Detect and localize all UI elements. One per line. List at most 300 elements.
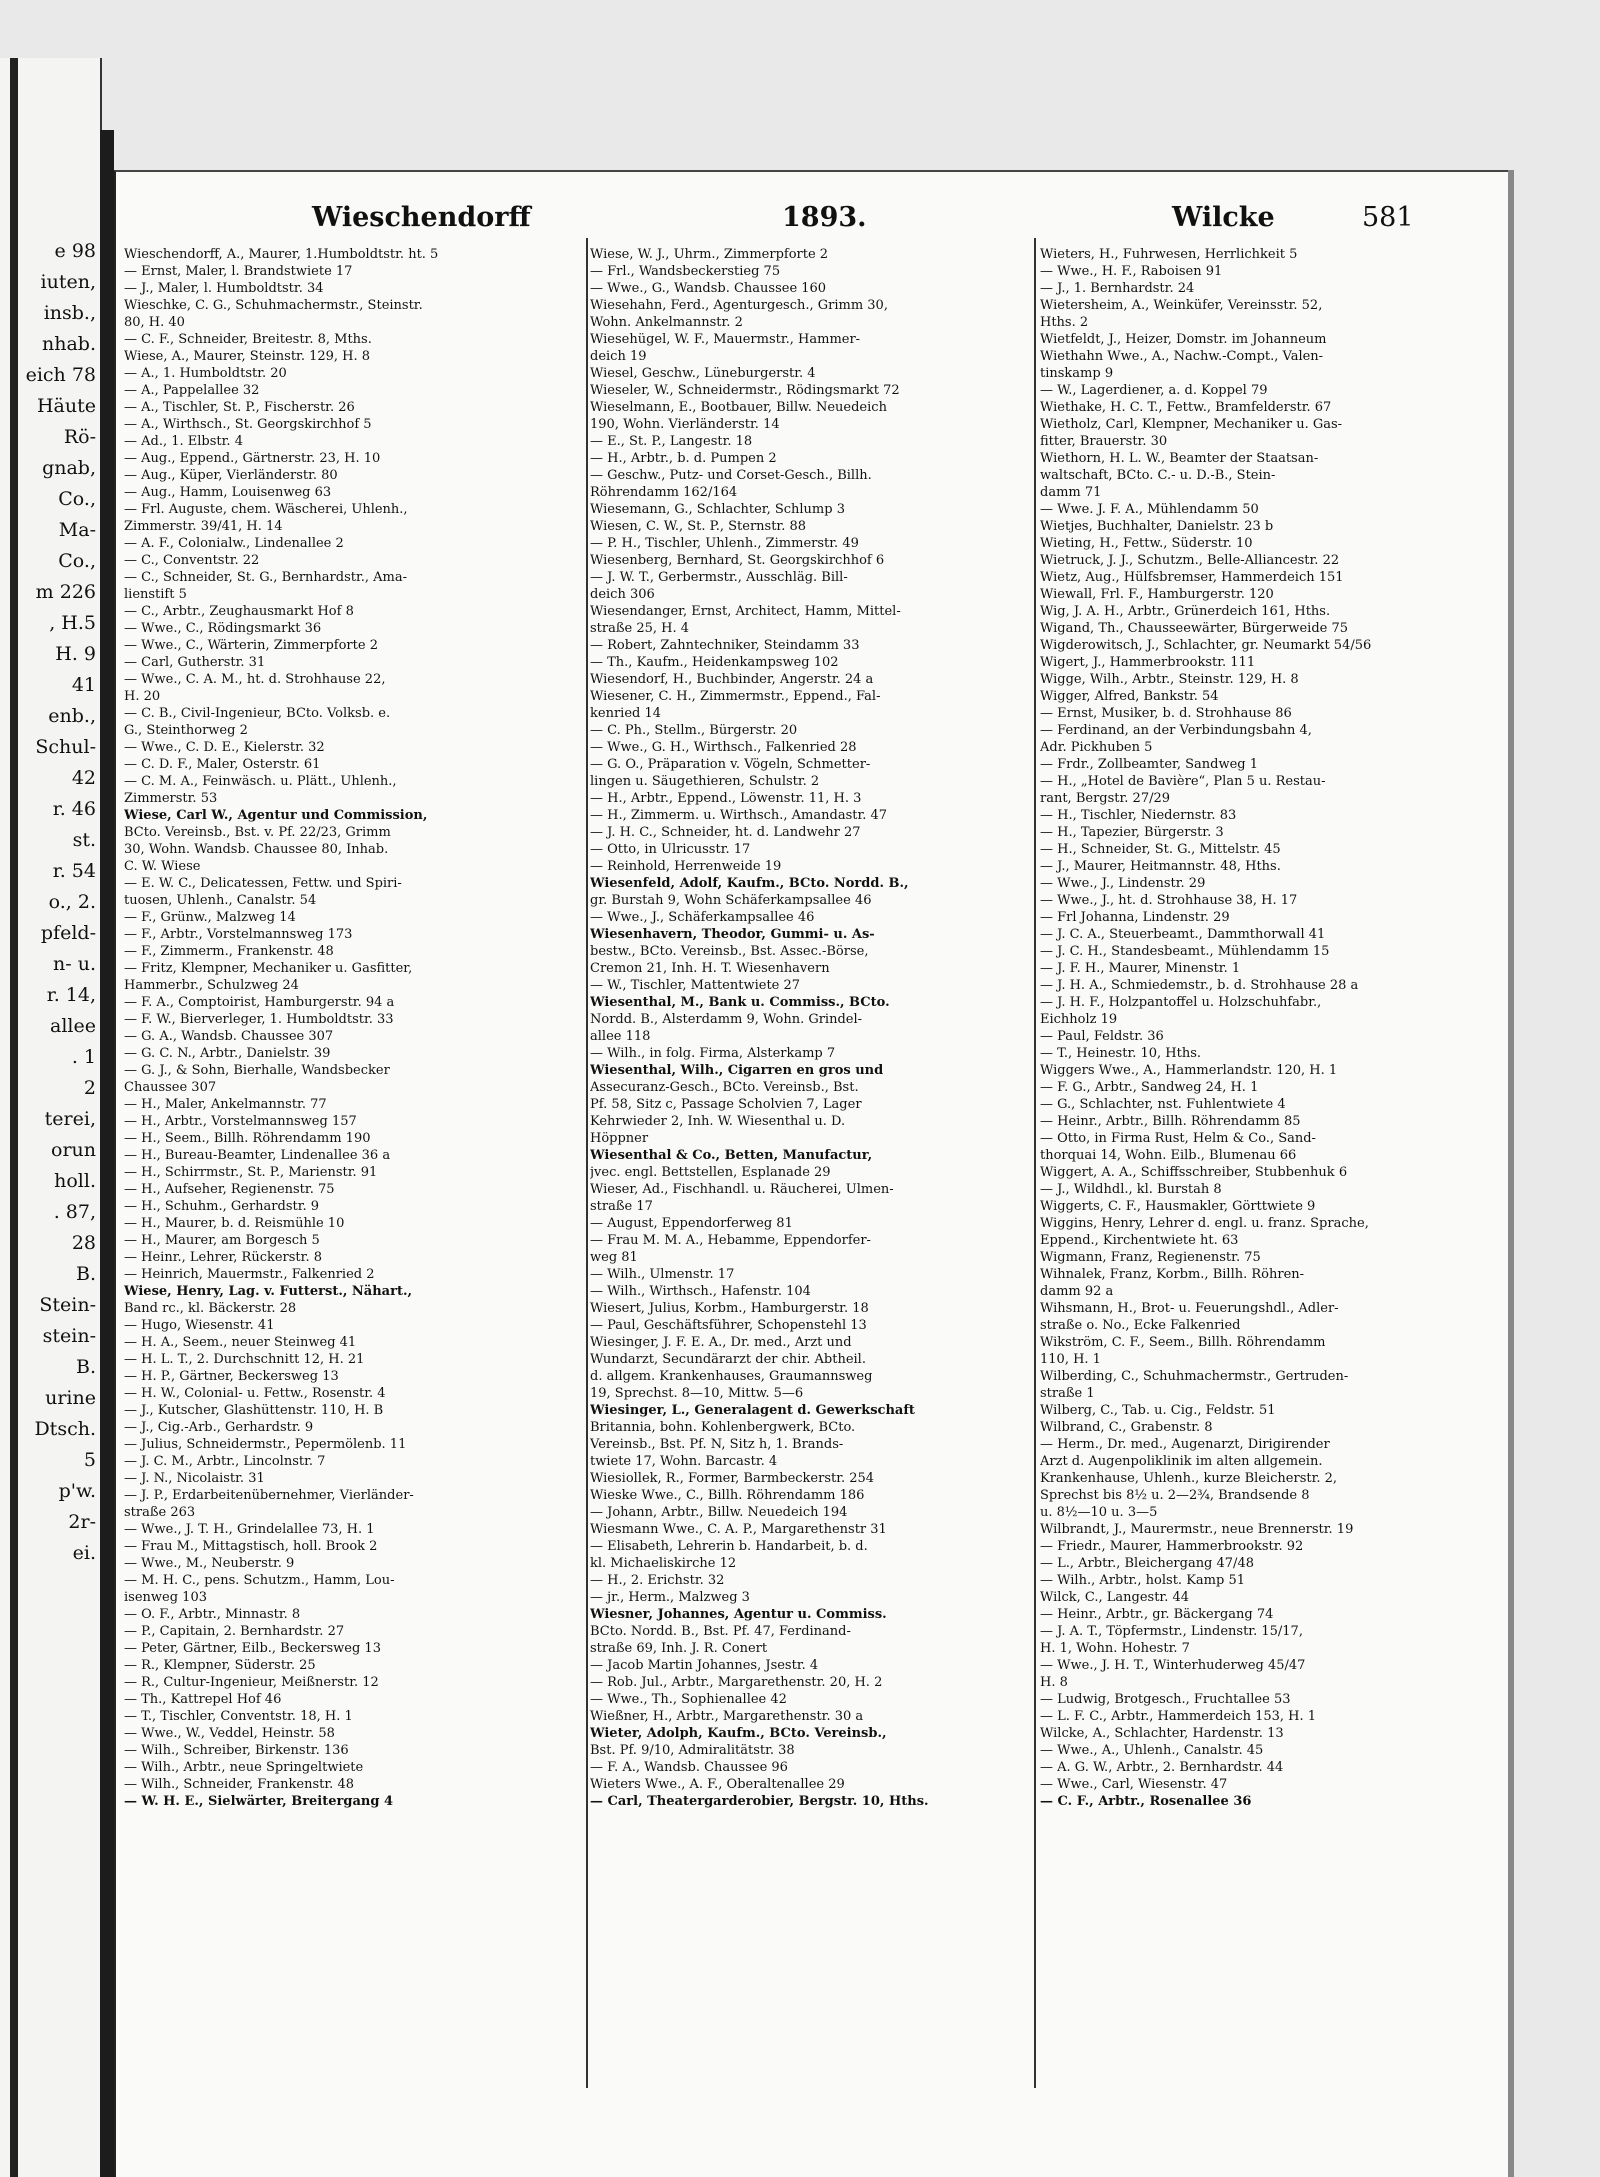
directory-entry: — Herm., Dr. med., Augenarzt, Dirigirender (1040, 1437, 1330, 1452)
directory-entry: — Wwe., H. F., Raboisen 91 (1040, 264, 1223, 279)
directory-entry: — Wwe., Th., Sophienallee 42 (590, 1692, 787, 1707)
previous-page-fragment: . 87, (53, 1201, 96, 1223)
directory-entry: — G. C. N., Arbtr., Danielstr. 39 (124, 1046, 331, 1061)
directory-entry: — E. W. C., Delicatessen, Fettw. und Spiri- (124, 876, 402, 891)
previous-page-fragment: ei. (72, 1542, 96, 1564)
directory-entry: — H., Maler, Ankelmannstr. 77 (124, 1097, 327, 1112)
previous-page-fragment: o., 2. (48, 891, 96, 913)
directory-entry: — E., St. P., Langestr. 18 (590, 434, 753, 449)
previous-page-fragments (4, 236, 96, 1569)
directory-entry: Wilbrandt, J., Maurermstr., neue Brennerstr. 19 (1040, 1522, 1354, 1537)
directory-entry: Wietz, Aug., Hülfsbremser, Hammerdeich 151 (1040, 570, 1344, 585)
previous-page-fragment: allee (50, 1015, 96, 1037)
directory-entry: — Rob. Jul., Arbtr., Margarethenstr. 20, H. 2 (590, 1675, 883, 1690)
directory-entry: — Heinr., Arbtr., gr. Bäckergang 74 (1040, 1607, 1274, 1622)
directory-entry: Wiggins, Henry, Lehrer d. engl. u. franz. Sprache, (1040, 1216, 1369, 1231)
directory-entry: rant, Bergstr. 27/29 (1040, 791, 1171, 806)
directory-entry: Wilberding, C., Schuhmachermstr., Gertruden- (1040, 1369, 1349, 1384)
directory-entry: — Wwe., J., ht. d. Strohhause 38, H. 17 (1040, 893, 1298, 908)
column-rule (586, 238, 588, 2088)
directory-entry: Wiese, A., Maurer, Steinstr. 129, H. 8 (124, 349, 371, 364)
directory-entry: Wietfeldt, J., Heizer, Domstr. im Johanneum (1040, 332, 1327, 347)
page-edge (1508, 170, 1514, 2177)
directory-entry: — H., Schuhm., Gerhardstr. 9 (124, 1199, 320, 1214)
previous-page-fragment: Häute (36, 395, 96, 417)
directory-entry: Wiesinger, L., Generalagent d. Gewerkschaft (590, 1403, 915, 1418)
directory-entry: — Frdr., Zollbeamter, Sandweg 1 (1040, 757, 1259, 772)
directory-entry: H. 1, Wohn. Hohestr. 7 (1040, 1641, 1190, 1656)
directory-entry: Höppner (590, 1131, 649, 1146)
previous-page-fragment: p'w. (58, 1480, 96, 1502)
previous-page-fragment: H. 9 (55, 643, 96, 665)
directory-entry: — Ernst, Musiker, b. d. Strohhause 86 (1040, 706, 1292, 721)
directory-entry: — C. F., Arbtr., Rosenallee 36 (1040, 1794, 1252, 1809)
directory-entry: — H., Schneider, St. G., Mittelstr. 45 (1040, 842, 1281, 857)
directory-entry: Wiesner, Johannes, Agentur u. Commiss. (590, 1607, 887, 1622)
directory-entry: 190, Wohn. Vierländerstr. 14 (590, 417, 780, 432)
directory-entry: Wiesendanger, Ernst, Architect, Hamm, Mittel- (590, 604, 901, 619)
directory-entry: — Carl, Gutherstr. 31 (124, 655, 266, 670)
directory-entry: — W. H. E., Sielwärter, Breitergang 4 (124, 1794, 394, 1809)
previous-page-fragment: r. 46 (52, 798, 96, 820)
column-rule (1034, 238, 1036, 2088)
directory-entry: Adr. Pickhuben 5 (1040, 740, 1153, 755)
directory-entry: Wilcke, A., Schlachter, Hardenstr. 13 (1040, 1726, 1284, 1741)
directory-entry: straße 1 (1040, 1386, 1095, 1401)
directory-entry: — Wwe., G., Wandsb. Chaussee 160 (590, 281, 827, 296)
directory-entry: — G. J., & Sohn, Bierhalle, Wandsbecker (124, 1063, 390, 1078)
previous-page-fragment: Ma- (58, 519, 96, 541)
directory-entry: straße o. No., Ecke Falkenried (1040, 1318, 1241, 1333)
directory-entry: — C., Schneider, St. G., Bernhardstr., Ama- (124, 570, 408, 585)
directory-entry: — A., Wirthsch., St. Georgskirchhof 5 (124, 417, 372, 432)
directory-entry: Wiesmann Wwe., C. A. P., Margarethenstr 31 (590, 1522, 887, 1537)
directory-entry: — C. D. F., Maler, Osterstr. 61 (124, 757, 321, 772)
directory-entry: Wieschendorff, A., Maurer, 1.Humboldtstr. ht. 5 (124, 247, 439, 262)
directory-entry: Kehrwieder 2, Inh. W. Wiesenthal u. D. (590, 1114, 846, 1129)
directory-entry: — Frl. Auguste, chem. Wäscherei, Uhlenh., (124, 502, 408, 517)
directory-entry: — J. A. T., Töpfermstr., Lindenstr. 15/17, (1040, 1624, 1303, 1639)
previous-page-fragment: pfeld- (40, 922, 96, 944)
directory-entry: Wiethake, H. C. T., Fettw., Bramfelderstr. 67 (1040, 400, 1332, 415)
directory-entry: — Wilh., Arbtr., holst. Kamp 51 (1040, 1573, 1245, 1588)
directory-entry: — Wilh., in folg. Firma, Alsterkamp 7 (590, 1046, 836, 1061)
directory-entry: weg 81 (590, 1250, 638, 1265)
directory-entry: — H., Maurer, b. d. Reismühle 10 (124, 1216, 345, 1231)
directory-entry: — H., Tischler, Niedernstr. 83 (1040, 808, 1237, 823)
directory-entry: — A. F., Colonialw., Lindenallee 2 (124, 536, 344, 551)
previous-page-fragment: e 98 (54, 240, 96, 262)
previous-page-fragment: eich 78 (25, 364, 96, 386)
directory-entry: Wiesener, C. H., Zimmermstr., Eppend., Fal- (590, 689, 881, 704)
directory-entry: — J. C. A., Steuerbeamt., Dammthorwall 41 (1040, 927, 1326, 942)
directory-entry: — Wilh., Ulmenstr. 17 (590, 1267, 735, 1282)
directory-entry: Eppend., Kirchentwiete ht. 63 (1040, 1233, 1239, 1248)
directory-entry: Wieseler, W., Schneidermstr., Rödingsmarkt 72 (590, 383, 900, 398)
previous-page-fragment: r. 14, (46, 984, 96, 1006)
directory-entry: Wiesen, C. W., St. P., Sternstr. 88 (590, 519, 807, 534)
previous-page-fragment: , H.5 (49, 612, 96, 634)
directory-entry: 80, H. 40 (124, 315, 185, 330)
directory-entry: — C., Conventstr. 22 (124, 553, 260, 568)
directory-entry: Wietersheim, A., Weinküfer, Vereinsstr. 52, (1040, 298, 1323, 313)
directory-entry: — Wwe., G. H., Wirthsch., Falkenried 28 (590, 740, 857, 755)
directory-entry: Wiesemann, G., Schlachter, Schlump 3 (590, 502, 845, 517)
directory-entry: — Robert, Zahntechniker, Steindamm 33 (590, 638, 860, 653)
directory-entry: — Ad., 1. Elbstr. 4 (124, 434, 243, 449)
directory-entry: — H. W., Colonial- u. Fettw., Rosenstr. 4 (124, 1386, 386, 1401)
previous-page-fragment: r. 54 (52, 860, 96, 882)
directory-entry: Zimmerstr. 39/41, H. 14 (124, 519, 283, 534)
directory-entry: — M. H. C., pens. Schutzm., Hamm, Lou- (124, 1573, 395, 1588)
directory-entry: — Wwe., C., Wärterin, Zimmerpforte 2 (124, 638, 378, 653)
column-middle (590, 246, 1000, 1810)
directory-entry: — Friedr., Maurer, Hammerbrookstr. 92 (1040, 1539, 1304, 1554)
directory-entry: deich 306 (590, 587, 655, 602)
previous-page-fragment: gnab, (42, 457, 96, 479)
directory-entry: Wiesenthal, M., Bank u. Commiss., BCto. (590, 995, 890, 1010)
directory-entry: — Heinrich, Mauermstr., Falkenried 2 (124, 1267, 375, 1282)
directory-entry: — Elisabeth, Lehrerin b. Handarbeit, b. d. (590, 1539, 868, 1554)
directory-entry: — P., Capitain, 2. Bernhardstr. 27 (124, 1624, 345, 1639)
directory-entry: — W., Tischler, Mattentwiete 27 (590, 978, 801, 993)
directory-entry: — H., Maurer, am Borgesch 5 (124, 1233, 320, 1248)
directory-entry: — J., Maurer, Heitmannstr. 48, Hths. (1040, 859, 1281, 874)
directory-entry: — Ludwig, Brotgesch., Fruchtallee 53 (1040, 1692, 1291, 1707)
directory-entry: Wiewall, Frl. F., Hamburgerstr. 120 (1040, 587, 1274, 602)
directory-entry: — J., 1. Bernhardstr. 24 (1040, 281, 1195, 296)
directory-entry: Wilberg, C., Tab. u. Cig., Feldstr. 51 (1040, 1403, 1276, 1418)
directory-entry: — H., Bureau-Beamter, Lindenallee 36 a (124, 1148, 391, 1163)
directory-entry: — R., Cultur-Ingenieur, Meißnerstr. 12 (124, 1675, 379, 1690)
directory-entry: Sprechst bis 8½ u. 2—2¾, Brandsende 8 (1040, 1488, 1310, 1503)
directory-entry: — Johann, Arbtr., Billw. Neuedeich 194 (590, 1505, 848, 1520)
directory-entry: Wiesel, Geschw., Lüneburgerstr. 4 (590, 366, 816, 381)
directory-entry: Bst. Pf. 9/10, Admiralitätstr. 38 (590, 1743, 795, 1758)
right-catchword: Wilcke (1172, 202, 1275, 233)
directory-entry: — G. O., Präparation v. Vögeln, Schmetter- (590, 757, 871, 772)
directory-entry: — Wwe., Carl, Wiesenstr. 47 (1040, 1777, 1228, 1792)
directory-entry: Wieters Wwe., A. F., Oberaltenallee 29 (590, 1777, 845, 1792)
previous-page-fragment: terei, (44, 1108, 96, 1130)
directory-entry: — Paul, Feldstr. 36 (1040, 1029, 1164, 1044)
directory-entry: — Wilh., Schneider, Frankenstr. 48 (124, 1777, 354, 1792)
directory-entry: — Wilh., Wirthsch., Hafenstr. 104 (590, 1284, 811, 1299)
directory-entry: — H., Arbtr., b. d. Pumpen 2 (590, 451, 777, 466)
directory-entry: — Th., Kattrepel Hof 46 (124, 1692, 282, 1707)
directory-entry: — F. A., Wandsb. Chaussee 96 (590, 1760, 788, 1775)
directory-entry: — J., Cig.-Arb., Gerhardstr. 9 (124, 1420, 314, 1435)
previous-page-fragment: 5 (83, 1449, 96, 1471)
directory-entry: Hammerbr., Schulzweg 24 (124, 978, 299, 993)
directory-entry: — O. F., Arbtr., Minnastr. 8 (124, 1607, 301, 1622)
directory-entry: deich 19 (590, 349, 647, 364)
directory-entry: Wiesenfeld, Adolf, Kaufm., BCto. Nordd. B., (590, 876, 909, 891)
directory-entry: isenweg 103 (124, 1590, 207, 1605)
directory-entry: damm 71 (1040, 485, 1102, 500)
directory-entry: — Frau M. M. A., Hebamme, Eppendorfer- (590, 1233, 871, 1248)
directory-entry: d. allgem. Krankenhauses, Graumannsweg (590, 1369, 873, 1384)
previous-page-fragment: urine (45, 1387, 96, 1409)
previous-page-fragment: 42 (71, 767, 96, 789)
directory-entry: — H., Arbtr., Vorstelmannsweg 157 (124, 1114, 357, 1129)
directory-entry: jvec. engl. Bettstellen, Esplanade 29 (590, 1165, 831, 1180)
directory-entry: Wigert, J., Hammerbrookstr. 111 (1040, 655, 1256, 670)
directory-entry: — Wwe., J., Schäferkampsallee 46 (590, 910, 815, 925)
directory-entry: — Wwe., M., Neuberstr. 9 (124, 1556, 295, 1571)
directory-entry: — jr., Herm., Malzweg 3 (590, 1590, 750, 1605)
directory-entry: — C. B., Civil-Ingenieur, BCto. Volksb. e. (124, 706, 391, 721)
running-header (132, 202, 1492, 242)
directory-entry: Wihsmann, H., Brot- u. Feuerungshdl., Adler- (1040, 1301, 1339, 1316)
directory-entry: — Wilh., Schreiber, Birkenstr. 136 (124, 1743, 349, 1758)
previous-page-fragment: . 1 (71, 1046, 96, 1068)
directory-entry: — Wwe., J., Lindenstr. 29 (1040, 876, 1206, 891)
directory-entry: — J. W. T., Gerbermstr., Ausschläg. Bill- (590, 570, 848, 585)
directory-entry: Wiese, W. J., Uhrm., Zimmerpforte 2 (590, 247, 829, 262)
directory-entry: — Paul, Geschäftsführer, Schopenstehl 13 (590, 1318, 867, 1333)
directory-entry: — A. G. W., Arbtr., 2. Bernhardstr. 44 (1040, 1760, 1284, 1775)
directory-entry: 19, Sprechst. 8—10, Mittw. 5—6 (590, 1386, 804, 1401)
directory-entry: — H., Arbtr., Eppend., Löwenstr. 11, H. 3 (590, 791, 862, 806)
directory-entry: allee 118 (590, 1029, 651, 1044)
directory-entry: Wiesenthal & Co., Betten, Manufactur, (590, 1148, 873, 1163)
directory-entry: lienstift 5 (124, 587, 187, 602)
book-gutter (100, 130, 114, 2177)
directory-entry: — J. H. F., Holzpantoffel u. Holzschuhfabr., (1040, 995, 1322, 1010)
year: 1893. (782, 202, 867, 233)
directory-entry: — Otto, in Firma Rust, Helm & Co., Sand- (1040, 1131, 1316, 1146)
directory-entry: Wiethorn, H. L. W., Beamter der Staatsan- (1040, 451, 1319, 466)
directory-entry: Wohn. Ankelmannstr. 2 (590, 315, 743, 330)
previous-page-fragment: Dtsch. (34, 1418, 96, 1440)
directory-entry: Wiesenhavern, Theodor, Gummi- u. As- (590, 927, 875, 942)
directory-entry: Zimmerstr. 53 (124, 791, 218, 806)
previous-page-fragment: n- u. (53, 953, 96, 975)
directory-entry: — Heinr., Lehrer, Rückerstr. 8 (124, 1250, 322, 1265)
directory-entry: — Peter, Gärtner, Eilb., Beckersweg 13 (124, 1641, 381, 1656)
previous-page-fragment: iuten, (40, 271, 96, 293)
directory-entry: thorquai 14, Wohn. Eilb., Blumenau 66 (1040, 1148, 1297, 1163)
directory-entry: Wieselmann, E., Bootbauer, Billw. Neuedeich (590, 400, 887, 415)
directory-entry: straße 263 (124, 1505, 196, 1520)
directory-entry: Wiesiollek, R., Former, Barmbeckerstr. 254 (590, 1471, 875, 1486)
directory-entry: gr. Burstah 9, Wohn Schäferkampsallee 46 (590, 893, 872, 908)
directory-entry: Britannia, bohn. Kohlenbergwerk, BCto. (590, 1420, 856, 1435)
directory-entry: Hths. 2 (1040, 315, 1089, 330)
directory-entry: — G. A., Wandsb. Chaussee 307 (124, 1029, 334, 1044)
directory-entry: Wiggers Wwe., A., Hammerlandstr. 120, H. 1 (1040, 1063, 1338, 1078)
directory-entry: tinskamp 9 (1040, 366, 1114, 381)
directory-entry: Wieschke, C. G., Schuhmachermstr., Steinstr. (124, 298, 423, 313)
directory-entry: Wiesert, Julius, Korbm., Hamburgerstr. 18 (590, 1301, 869, 1316)
directory-entry: — F. G., Arbtr., Sandweg 24, H. 1 (1040, 1080, 1259, 1095)
directory-entry: — August, Eppendorferweg 81 (590, 1216, 793, 1231)
directory-entry: tuosen, Uhlenh., Canalstr. 54 (124, 893, 317, 908)
column-left (124, 246, 534, 1810)
directory-entry: C. W. Wiese (124, 859, 201, 874)
directory-entry: — Julius, Schneidermstr., Pepermölenb. 11 (124, 1437, 407, 1452)
directory-entry: kl. Michaeliskirche 12 (590, 1556, 737, 1571)
directory-entry: — P. H., Tischler, Uhlenh., Zimmerstr. 49 (590, 536, 859, 551)
previous-page-fragment: m 226 (35, 581, 96, 603)
directory-entry: — H., „Hotel de Bavière“, Plan 5 u. Restau- (1040, 774, 1326, 789)
directory-entry: — F. W., Bierverleger, 1. Humboldtstr. 33 (124, 1012, 394, 1027)
directory-entry: bestw., BCto. Vereinsb., Bst. Assec.-Börse, (590, 944, 869, 959)
directory-entry: — Th., Kaufm., Heidenkampsweg 102 (590, 655, 839, 670)
previous-page-fragment: insb., (43, 302, 96, 324)
directory-entry: — Aug., Eppend., Gärtnerstr. 23, H. 10 (124, 451, 381, 466)
directory-entry: BCto. Nordd. B., Bst. Pf. 47, Ferdinand- (590, 1624, 851, 1639)
previous-page-fragment: Schul- (35, 736, 96, 758)
directory-entry: — Reinhold, Herrenweide 19 (590, 859, 782, 874)
directory-entry: waltschaft, BCto. C.- u. D.-B., Stein- (1040, 468, 1276, 483)
directory-entry: — Frl Johanna, Lindenstr. 29 (1040, 910, 1230, 925)
directory-entry: Pf. 58, Sitz c, Passage Scholvien 7, Lager (590, 1097, 862, 1112)
directory-entry: Arzt d. Augenpoliklinik im alten allgemein. (1040, 1454, 1323, 1469)
directory-entry: — T., Heinestr. 10, Hths. (1040, 1046, 1202, 1061)
directory-entry: — Wwe. J. F. A., Mühlendamm 50 (1040, 502, 1259, 517)
previous-page (0, 58, 102, 2177)
directory-entry: Wikström, C. F., Seem., Billh. Röhrendamm (1040, 1335, 1326, 1350)
directory-entry: Röhrendamm 162/164 (590, 485, 738, 500)
previous-page-fragment: stein- (42, 1325, 96, 1347)
previous-page-fragment: Rö- (63, 426, 96, 448)
previous-page-fragment: orun (51, 1139, 96, 1161)
directory-entry: Wigand, Th., Chausseewärter, Bürgerweide 75 (1040, 621, 1349, 636)
directory-entry: — R., Klempner, Süderstr. 25 (124, 1658, 316, 1673)
previous-page-fragment: st. (72, 829, 96, 851)
previous-page-fragment: enb., (48, 705, 96, 727)
directory-entry: Wiese, Carl W., Agentur und Commission, (124, 808, 428, 823)
directory-entry: — Hugo, Wiesenstr. 41 (124, 1318, 275, 1333)
directory-entry: Nordd. B., Alsterdamm 9, Wohn. Grindel- (590, 1012, 863, 1027)
directory-entry: — J., Kutscher, Glashüttenstr. 110, H. B (124, 1403, 384, 1418)
directory-entry: Vereinsb., Bst. Pf. N, Sitz h, 1. Brands- (590, 1437, 844, 1452)
page-number: 581 (1362, 202, 1414, 233)
directory-entry: — Wwe., C. A. M., ht. d. Strohhause 22, (124, 672, 386, 687)
directory-entry: H. 20 (124, 689, 161, 704)
directory-entry: Wigmann, Franz, Regienenstr. 75 (1040, 1250, 1261, 1265)
directory-entry: Wiesenthal, Wilh., Cigarren en gros und (590, 1063, 884, 1078)
directory-entry: — H. L. T., 2. Durchschnitt 12, H. 21 (124, 1352, 365, 1367)
directory-entry: Wiesehügel, W. F., Mauermstr., Hammer- (590, 332, 861, 347)
directory-entry: kenried 14 (590, 706, 662, 721)
directory-entry: Wieting, H., Fettw., Süderstr. 10 (1040, 536, 1253, 551)
previous-page-fragment: 2r- (68, 1511, 96, 1533)
directory-entry: — Wwe., W., Veddel, Heinstr. 58 (124, 1726, 335, 1741)
directory-entry: — Geschw., Putz- und Corset-Gesch., Billh. (590, 468, 872, 483)
previous-page-fragment: Co., (58, 550, 96, 572)
directory-entry: — Aug., Küper, Vierländerstr. 80 (124, 468, 338, 483)
directory-entry: BCto. Vereinsb., Bst. v. Pf. 22/23, Grimm (124, 825, 391, 840)
directory-entry: — Frl., Wandsbeckerstieg 75 (590, 264, 781, 279)
previous-page-fragment: Co., (58, 488, 96, 510)
column-right (1040, 246, 1450, 1810)
directory-entry: — Wilh., Arbtr., neue Springeltwiete (124, 1760, 364, 1775)
directory-entry: — J. C. M., Arbtr., Lincolnstr. 7 (124, 1454, 326, 1469)
directory-entry: — H., Aufseher, Regienenstr. 75 (124, 1182, 335, 1197)
directory-entry: 30, Wohn. Wandsb. Chaussee 80, Inhab. (124, 842, 389, 857)
directory-entry: — W., Lagerdiener, a. d. Koppel 79 (1040, 383, 1268, 398)
directory-entry: Wietjes, Buchhalter, Danielstr. 23 b (1040, 519, 1274, 534)
directory-entry: Wiggerts, C. F., Hausmakler, Görttwiete 9 (1040, 1199, 1316, 1214)
directory-entry: — Wwe., J. T. H., Grindelallee 73, H. 1 (124, 1522, 375, 1537)
directory-entry: Wilbrand, C., Grabenstr. 8 (1040, 1420, 1213, 1435)
directory-entry: — H., Zimmerm. u. Wirthsch., Amandastr. 47 (590, 808, 888, 823)
directory-entry: straße 17 (590, 1199, 653, 1214)
directory-entry: — J. F. H., Maurer, Minenstr. 1 (1040, 961, 1241, 976)
previous-page-fragment: 41 (71, 674, 96, 696)
directory-entry: Eichholz 19 (1040, 1012, 1118, 1027)
directory-entry: — Wwe., A., Uhlenh., Canalstr. 45 (1040, 1743, 1264, 1758)
previous-page-fragment: Stein- (39, 1294, 96, 1316)
directory-entry: — Heinr., Arbtr., Billh. Röhrendamm 85 (1040, 1114, 1301, 1129)
left-catchword: Wieschendorff (312, 202, 531, 233)
directory-entry: — Otto, in Ulricusstr. 17 (590, 842, 751, 857)
directory-entry: Wießner, H., Arbtr., Margarethenstr. 30 a (590, 1709, 864, 1724)
directory-entry: — H., Schirrmstr., St. P., Marienstr. 91 (124, 1165, 378, 1180)
directory-entry: — Wwe., J. H. T., Winterhuderweg 45/47 (1040, 1658, 1306, 1673)
directory-entry: — F., Zimmerm., Frankenstr. 48 (124, 944, 334, 959)
directory-entry: 110, H. 1 (1040, 1352, 1101, 1367)
directory-entry: — Ferdinand, an der Verbindungsbahn 4, (1040, 723, 1312, 738)
directory-entry: — Aug., Hamm, Louisenweg 63 (124, 485, 332, 500)
previous-page-fragment: 28 (71, 1232, 96, 1254)
directory-entry: straße 69, Inh. J. R. Conert (590, 1641, 768, 1656)
directory-entry: — Carl, Theatergarderobier, Bergstr. 10, Hths. (590, 1794, 929, 1809)
directory-entry: — C. Ph., Stellm., Bürgerstr. 20 (590, 723, 798, 738)
directory-entry: Wieters, H., Fuhrwesen, Herrlichkeit 5 (1040, 247, 1298, 262)
directory-entry: Wigderowitsch, J., Schlachter, gr. Neumarkt 54/56 (1040, 638, 1372, 653)
directory-entry: damm 92 a (1040, 1284, 1114, 1299)
directory-entry: — A., Pappelallee 32 (124, 383, 260, 398)
previous-page-fragment: B. (75, 1263, 96, 1285)
directory-entry: — J., Wildhdl., kl. Burstah 8 (1040, 1182, 1222, 1197)
directory-entry: — H., Seem., Billh. Röhrendamm 190 (124, 1131, 371, 1146)
directory-entry: Wiethahn Wwe., A., Nachw.-Compt., Valen- (1040, 349, 1324, 364)
directory-entry: Assecuranz-Gesch., BCto. Vereinsb., Bst. (590, 1080, 859, 1095)
directory-entry: Wieske Wwe., C., Billh. Röhrendamm 186 (590, 1488, 865, 1503)
directory-entry: Wihnalek, Franz, Korbm., Billh. Röhren- (1040, 1267, 1305, 1282)
directory-entry: — Jacob Martin Johannes, Jsestr. 4 (590, 1658, 819, 1673)
directory-entry: — H. P., Gärtner, Beckersweg 13 (124, 1369, 339, 1384)
directory-entry: fitter, Brauerstr. 30 (1040, 434, 1168, 449)
directory-entry: — J. H. C., Schneider, ht. d. Landwehr 27 (590, 825, 861, 840)
directory-entry: Wieser, Ad., Fischhandl. u. Räucherei, Ulmen- (590, 1182, 894, 1197)
directory-entry: Wig, J. A. H., Arbtr., Grünerdeich 161, Hths. (1040, 604, 1331, 619)
directory-entry: — A., 1. Humboldtstr. 20 (124, 366, 287, 381)
directory-entry: Wiese, Henry, Lag. v. Futterst., Nähart., (124, 1284, 413, 1299)
directory-page (114, 170, 1510, 2177)
previous-page-fragment: holl. (54, 1170, 96, 1192)
directory-entry: Band rc., kl. Bäckerstr. 28 (124, 1301, 297, 1316)
directory-entry: — C., Arbtr., Zeughausmarkt Hof 8 (124, 604, 354, 619)
directory-entry: — J. N., Nicolaistr. 31 (124, 1471, 265, 1486)
previous-page-fragment: 2 (83, 1077, 96, 1099)
directory-entry: Cremon 21, Inh. H. T. Wiesenhavern (590, 961, 830, 976)
directory-entry: — J., Maler, l. Humboldtstr. 34 (124, 281, 324, 296)
directory-entry: — G., Schlachter, nst. Fuhlentwiete 4 (1040, 1097, 1286, 1112)
directory-entry: Wigger, Alfred, Bankstr. 54 (1040, 689, 1219, 704)
directory-entry: — H. A., Seem., neuer Steinweg 41 (124, 1335, 357, 1350)
directory-entry: — F., Grünw., Malzweg 14 (124, 910, 296, 925)
directory-entry: Wietholz, Carl, Klempner, Mechaniker u. Gas- (1040, 417, 1343, 432)
previous-page-fragment: nhab. (41, 333, 96, 355)
directory-entry: — L., Arbtr., Bleichergang 47/48 (1040, 1556, 1254, 1571)
directory-entry: — C. F., Schneider, Breitestr. 8, Mths. (124, 332, 372, 347)
directory-entry: H. 8 (1040, 1675, 1068, 1690)
